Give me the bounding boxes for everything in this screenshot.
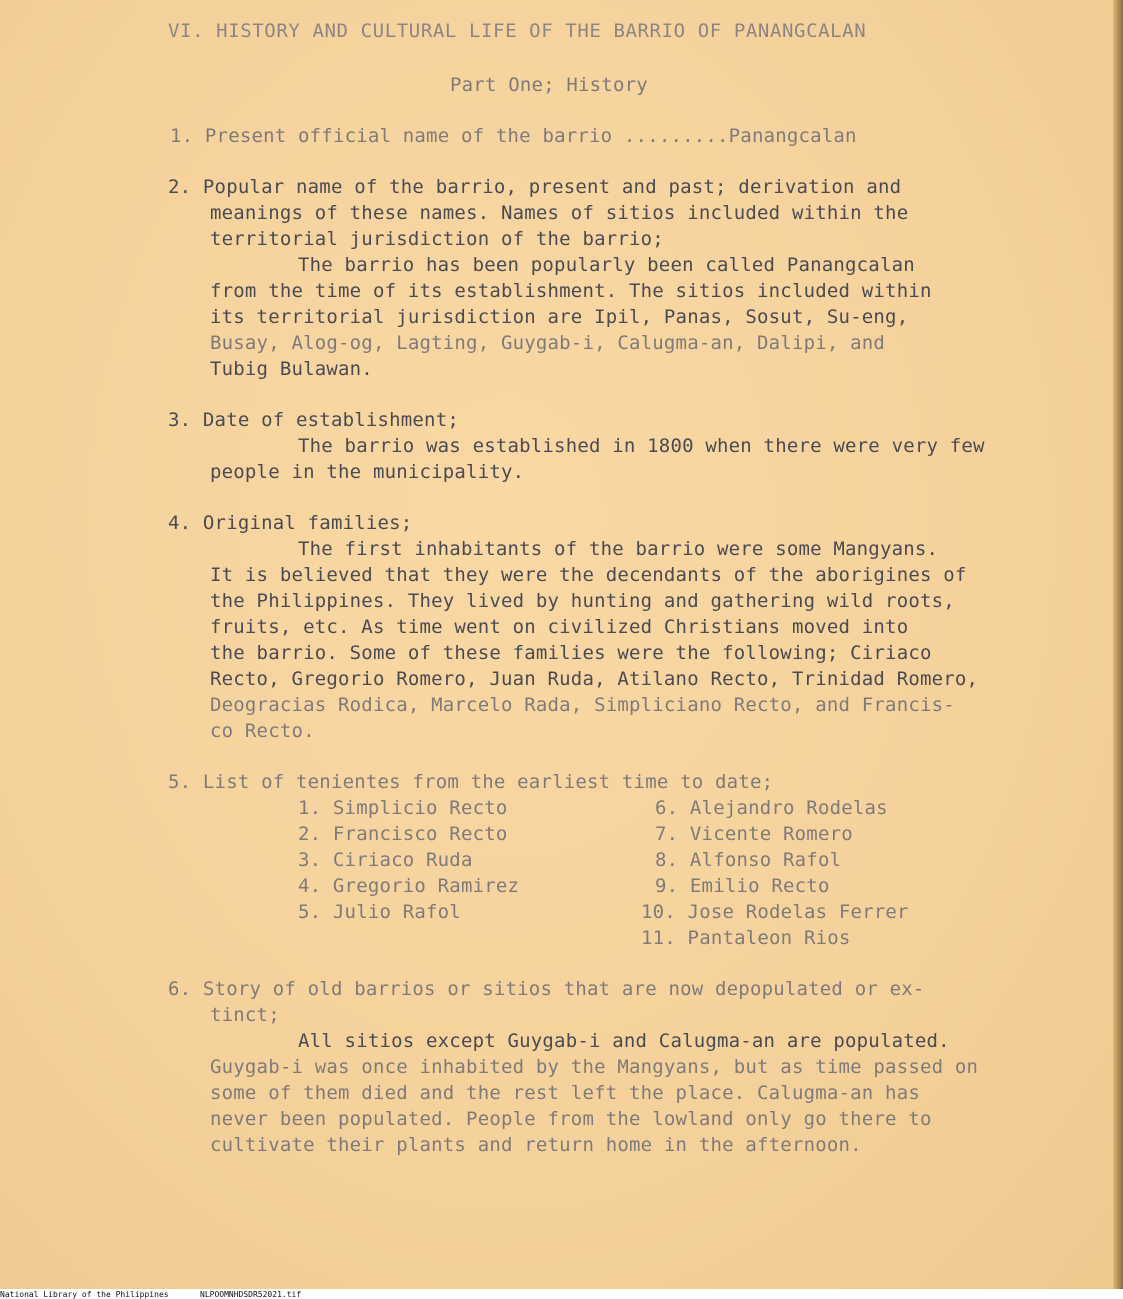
teniente-10: 10. Jose Rodelas Ferrer — [641, 901, 909, 923]
answer-4-line-4: fruits, etc. As time went on civilized Christians moved into — [210, 616, 909, 638]
answer-4-line-1: The first inhabitants of the barrio were some Mangyans. — [298, 538, 939, 560]
answer-4-line-2: It is believed that they were the decendants of the aborigines of — [210, 564, 967, 586]
teniente-11: 11. Pantaleon Rios — [641, 927, 851, 949]
teniente-4: 4. Gregorio Ramirez — [298, 875, 520, 897]
teniente-3: 3. Ciriaco Ruda — [298, 849, 473, 871]
question-2-line-1: 2. Popular name of the barrio, present and past; derivation and — [168, 176, 902, 198]
question-6-line-1: 6. Story of old barrios or sitios that are now depopulated or ex- — [168, 978, 925, 1000]
question-2-line-3: territorial jurisdiction of the barrio; — [210, 228, 664, 250]
question-5: 5. List of tenientes from the earliest time to date; — [168, 771, 774, 793]
answer-4-line-6: Recto, Gregorio Romero, Juan Ruda, Atilano Recto, Trinidad Romero, — [210, 668, 979, 690]
page-edge-shadow — [1113, 0, 1123, 1290]
question-2-line-2: meanings of these names. Names of sitios included within the — [210, 202, 909, 224]
question-3: 3. Date of establishment; — [168, 409, 459, 431]
teniente-2: 2. Francisco Recto — [298, 823, 508, 845]
answer-3-line-1: The barrio was established in 1800 when there were very few — [298, 435, 985, 457]
teniente-5: 5. Julio Rafol — [298, 901, 461, 923]
part-title: Part One; History — [450, 74, 648, 96]
answer-2-line-3: its territorial jurisdiction are Ipil, Panas, Sosut, Su-eng, — [210, 306, 909, 328]
answer-4-line-3: the Philippines. They lived by hunting and gathering wild roots, — [210, 590, 955, 612]
answer-6-line-5: cultivate their plants and return home in the afternoon. — [210, 1134, 862, 1156]
answer-6-line-3: some of them died and the rest left the place. Calugma-an has — [210, 1082, 920, 1104]
question-4: 4. Original families; — [168, 512, 413, 534]
teniente-9: 9. Emilio Recto — [655, 875, 830, 897]
footer-library: National Library of the Philippines — [0, 1290, 169, 1299]
question-1: 1. Present official name of the barrio .........Panangcalan — [170, 125, 857, 147]
answer-6-line-2: Guygab-i was once inhabited by the Mangyans, but as time passed on — [210, 1056, 979, 1078]
answer-6-line-4: never been populated. People from the lowland only go there to — [210, 1108, 932, 1130]
teniente-7: 7. Vicente Romero — [655, 823, 853, 845]
answer-2-line-5: Tubig Bulawan. — [210, 358, 373, 380]
answer-2-line-1: The barrio has been popularly been called Panangcalan — [298, 254, 915, 276]
question-6-line-2: tinct; — [210, 1004, 280, 1026]
answer-2-line-2: from the time of its establishment. The sitios included within — [210, 280, 932, 302]
answer-2-line-4: Busay, Alog-og, Lagting, Guygab-i, Calugma-an, Dalipi, and — [210, 332, 886, 354]
answer-3-line-2: people in the municipality. — [210, 461, 525, 483]
answer-4-line-8: co Recto. — [210, 720, 315, 742]
document-heading: VI. HISTORY AND CULTURAL LIFE OF THE BARRIO OF PANANGCALAN — [168, 20, 867, 42]
teniente-1: 1. Simplicio Recto — [298, 797, 508, 819]
answer-4-line-5: the barrio. Some of these families were the following; Ciriaco — [210, 642, 932, 664]
answer-4-line-7: Deogracias Rodica, Marcelo Rada, Simpliciano Recto, and Francis- — [210, 694, 955, 716]
teniente-8: 8. Alfonso Rafol — [655, 849, 842, 871]
teniente-6: 6. Alejandro Rodelas — [655, 797, 888, 819]
answer-6-line-1: All sitios except Guygab-i and Calugma-an are populated. — [298, 1030, 950, 1052]
footer-filename: NLPOOMNHDSDR52021.tif — [200, 1290, 302, 1299]
